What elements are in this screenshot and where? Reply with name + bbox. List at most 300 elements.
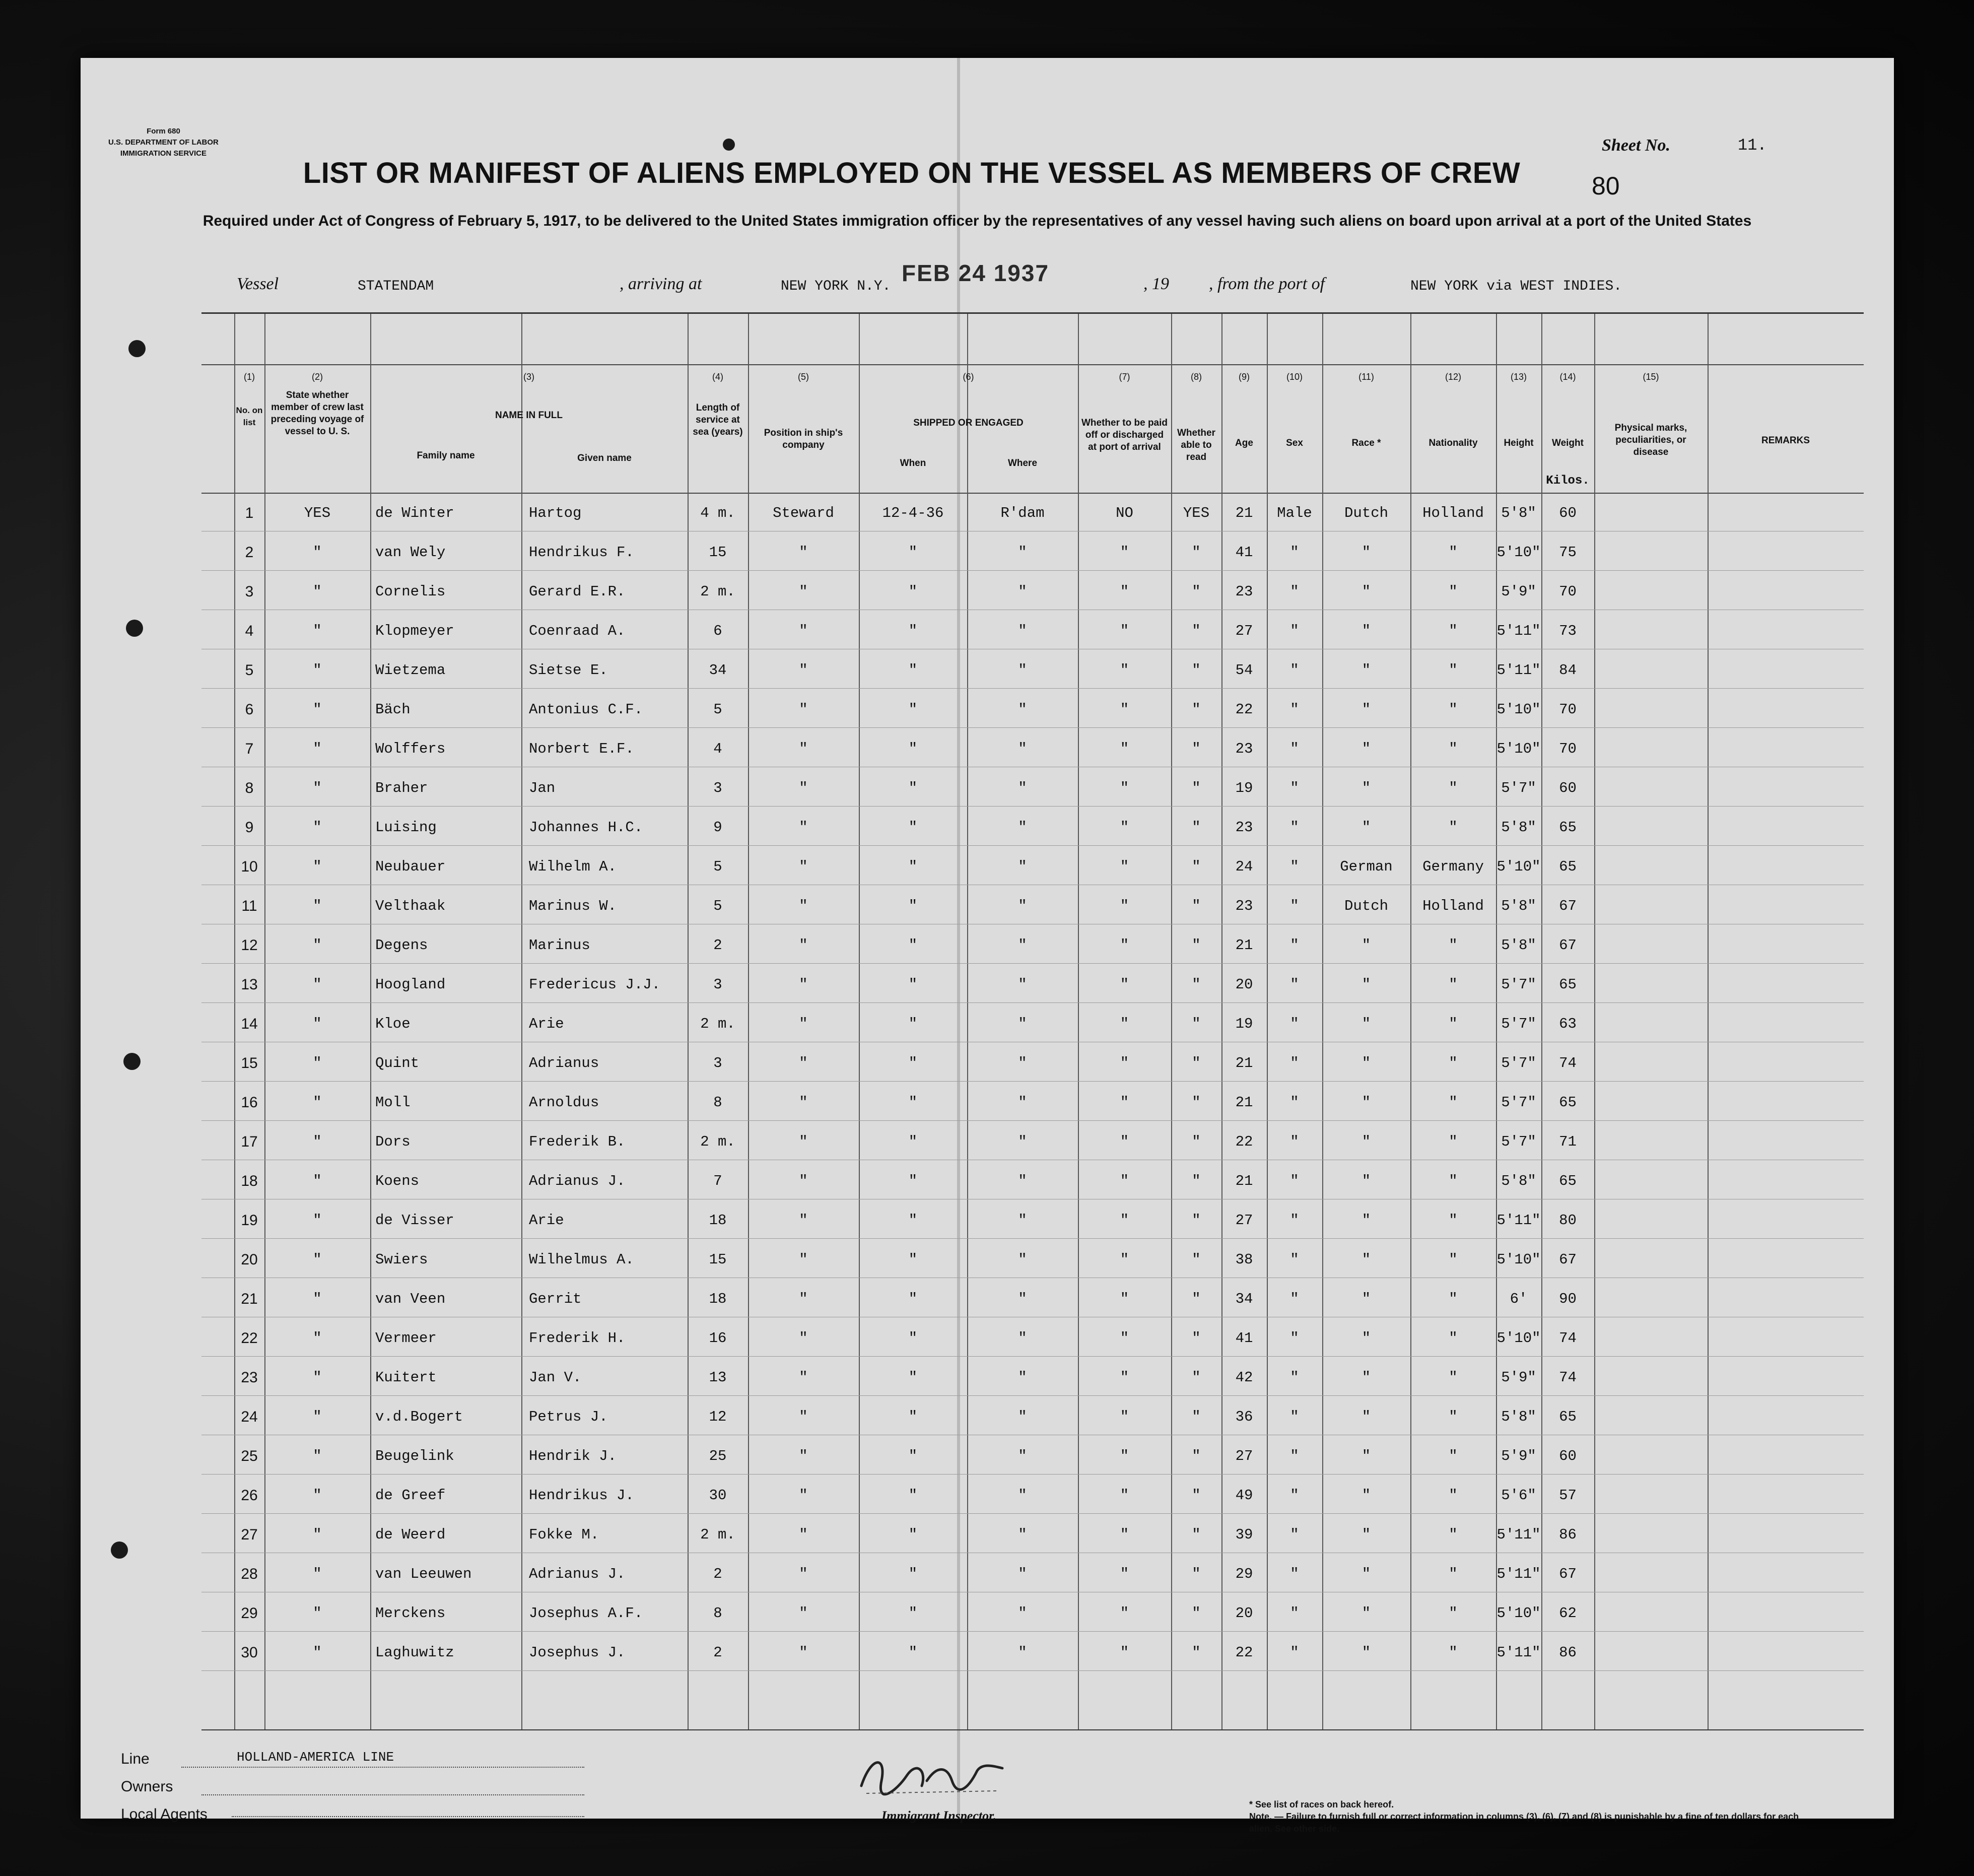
previous-voyage-cell: " [313,1448,322,1464]
able-to-read-cell: " [1192,937,1201,954]
punch-hole-icon [123,1053,141,1070]
weight-cell: 90 [1559,1291,1577,1307]
nationality-cell: " [1449,662,1458,679]
height-cell: 5'9" [1501,1369,1536,1386]
nationality-cell: " [1449,819,1458,836]
race-cell: " [1362,1369,1371,1386]
shipped-where-cell: " [1018,701,1027,718]
sex-cell: " [1290,1409,1299,1425]
given-name-cell: Frederik B. [529,1133,626,1150]
nationality-cell: " [1449,701,1458,718]
race-cell: Dutch [1344,898,1388,914]
row-number: 1 [245,505,254,521]
race-cell: " [1362,1173,1371,1189]
nationality-cell: Holland [1422,898,1484,914]
able-to-read-cell: " [1192,858,1201,875]
shipped-where-cell: " [1018,780,1027,796]
height-cell: 5'7" [1501,976,1536,993]
paid-off-cell: " [1120,1016,1129,1032]
table-row [201,1437,1864,1476]
given-name-cell: Jan V. [529,1369,582,1386]
age-cell: 23 [1235,583,1253,600]
race-cell: " [1362,1487,1371,1504]
weight-cell: 65 [1559,1409,1577,1425]
service-length-cell: 5 [713,701,722,718]
given-name-cell: Frederik H. [529,1330,626,1347]
shipped-where-cell: " [1018,1212,1027,1229]
shipped-when-cell: " [908,1133,918,1150]
weight-cell: 75 [1559,544,1577,561]
service-length-cell: 5 [713,858,722,875]
race-cell: " [1362,976,1371,993]
col-11-number: (11) [1358,372,1374,382]
col-header-family-name: Family name [417,450,475,461]
shipped-where-cell: " [1018,623,1027,639]
row-rule [201,1631,1864,1632]
table-row [201,926,1864,965]
previous-voyage-cell: " [313,1055,322,1071]
nationality-cell: " [1449,1369,1458,1386]
sex-cell: " [1290,1055,1299,1071]
family-name-cell: Kuitert [375,1369,437,1386]
race-cell: German [1340,858,1393,875]
shipped-when-cell: " [908,1055,918,1071]
able-to-read-cell: " [1192,1448,1201,1464]
sex-cell: " [1290,780,1299,796]
previous-voyage-cell: " [313,623,322,639]
previous-voyage-cell: " [313,1016,322,1032]
height-cell: 5'10" [1496,544,1541,561]
row-number: 15 [241,1055,258,1071]
date-stamp: FEB 24 1937 [902,260,1050,286]
height-cell: 5'11" [1496,662,1541,679]
row-rule [201,963,1864,964]
row-rule [201,1513,1864,1514]
shipped-where-cell: R'dam [1000,505,1045,521]
given-name-cell: Arie [529,1016,564,1032]
given-name-cell: Hendrikus F. [529,544,634,561]
family-name-cell: van Leeuwen [375,1566,472,1582]
paid-off-cell: NO [1116,505,1133,521]
col-4-number: (4) [712,372,723,382]
height-cell: 5'8" [1501,505,1536,521]
col-header-length-of-service: Length of service at sea (years) [693,403,743,437]
col-header-shipped-or-engaged: SHIPPED OR ENGAGED [913,418,1024,428]
paid-off-cell: " [1120,937,1129,954]
position-cell: " [799,1016,808,1032]
from-label: , from the port of [1209,275,1325,293]
owners-label: Owners [121,1778,173,1795]
previous-voyage-cell: " [313,1212,322,1229]
row-number: 21 [241,1291,258,1307]
position-cell: " [799,1330,808,1347]
race-cell: " [1362,937,1371,954]
row-number: 17 [241,1133,258,1150]
table-row [201,1515,1864,1555]
service-length-cell: 30 [709,1487,727,1504]
age-cell: 20 [1235,976,1253,993]
paid-off-cell: " [1120,1094,1129,1111]
weight-cell: 65 [1559,1173,1577,1189]
col-header-nationality: Nationality [1428,438,1478,448]
header-divider [201,364,1864,365]
weight-cell: 65 [1559,976,1577,993]
position-cell: " [799,662,808,679]
given-name-cell: Wilhelm A. [529,858,617,875]
weight-cell: 84 [1559,662,1577,679]
row-rule [201,570,1864,571]
position-cell: " [799,898,808,914]
weight-cell: 80 [1559,1212,1577,1229]
row-rule [201,727,1864,728]
height-cell: 5'7" [1501,1133,1536,1150]
service-length-cell: 3 [713,1055,722,1071]
position-cell: " [799,1644,808,1661]
service-name: IMMIGRATION SERVICE [120,149,207,158]
weight-cell: 67 [1559,1566,1577,1582]
age-cell: 23 [1235,898,1253,914]
able-to-read-cell: " [1192,1133,1201,1150]
table-row [201,1201,1864,1240]
footnotes [1249,1798,1803,1835]
able-to-read-cell: " [1192,1251,1201,1268]
given-name-cell: Jan [529,780,556,796]
position-cell: " [799,937,808,954]
able-to-read-cell: " [1192,701,1201,718]
able-to-read-cell: " [1192,976,1201,993]
paid-off-cell: " [1120,1448,1129,1464]
age-cell: 39 [1235,1526,1253,1543]
given-name-cell: Coenraad A. [529,623,626,639]
nationality-cell: " [1449,1133,1458,1150]
owners-rule [201,1794,584,1795]
row-number: 2 [245,544,254,561]
service-length-cell: 8 [713,1605,722,1622]
nationality-cell: " [1449,741,1458,757]
row-rule [201,1238,1864,1239]
height-cell: 5'9" [1501,1448,1536,1464]
col-7-number: (7) [1119,372,1130,382]
able-to-read-cell: " [1192,1605,1201,1622]
col-14-number: (14) [1559,372,1576,382]
sex-cell: " [1290,701,1299,718]
family-name-cell: Swiers [375,1251,428,1268]
race-cell: " [1362,1212,1371,1229]
given-name-cell: Johannes H.C. [529,819,643,836]
service-length-cell: 4 [713,741,722,757]
col-header-paid-off: Whether to be paid off or discharged at port of arrival [1081,418,1168,452]
previous-voyage-cell: " [313,1330,322,1347]
punch-hole-icon [723,139,735,151]
shipped-where-cell: " [1018,1133,1027,1150]
punch-hole-icon [128,340,146,357]
age-cell: 27 [1235,1448,1253,1464]
sex-cell: " [1290,1094,1299,1111]
shipped-when-cell: " [908,858,918,875]
table-row [201,1476,1864,1515]
shipped-when-cell: " [908,1291,918,1307]
row-number: 22 [241,1330,258,1347]
age-cell: 21 [1235,505,1253,521]
agents-rule [232,1816,584,1817]
paid-off-cell: " [1120,1330,1129,1347]
previous-voyage-cell: " [313,858,322,875]
weight-cell: 65 [1559,819,1577,836]
age-cell: 42 [1235,1369,1253,1386]
family-name-cell: Wietzema [375,662,446,679]
age-cell: 41 [1235,544,1253,561]
age-cell: 38 [1235,1251,1253,1268]
previous-voyage-cell: " [313,819,322,836]
family-name-cell: de Winter [375,505,454,521]
shipped-when-cell: " [908,1526,918,1543]
sex-cell: " [1290,937,1299,954]
height-cell: 5'11" [1496,1526,1541,1543]
previous-voyage-cell: " [313,544,322,561]
height-cell: 5'11" [1496,1644,1541,1661]
row-number: 24 [241,1409,258,1425]
races-footnote: * See list of races on back hereof. [1249,1799,1394,1810]
race-cell: " [1362,1330,1371,1347]
age-cell: 19 [1235,1016,1253,1032]
position-cell: " [799,780,808,796]
service-length-cell: 2 m. [700,1526,735,1543]
given-name-cell: Adrianus [529,1055,599,1071]
able-to-read-cell: " [1192,1094,1201,1111]
family-name-cell: Bäch [375,701,411,718]
shipped-when-cell: " [908,1094,918,1111]
weight-cell: 62 [1559,1605,1577,1622]
col-9-number: (9) [1239,372,1250,382]
given-name-cell: Marinus [529,937,590,954]
shipped-where-cell: " [1018,1016,1027,1032]
paid-off-cell: " [1120,1369,1129,1386]
family-name-cell: Vermeer [375,1330,437,1347]
height-cell: 5'8" [1501,1173,1536,1189]
family-name-cell: Koens [375,1173,420,1189]
row-number: 6 [245,701,254,718]
paid-off-cell: " [1120,1173,1129,1189]
sheet-label: Sheet No. [1602,136,1670,155]
sex-cell: " [1290,623,1299,639]
manifest-sheet [81,58,1894,1834]
row-rule [201,688,1864,689]
table-row [201,651,1864,690]
nationality-cell: " [1449,937,1458,954]
service-length-cell: 3 [713,780,722,796]
row-rule [201,1474,1864,1475]
able-to-read-cell: " [1192,1173,1201,1189]
row-number: 19 [241,1212,258,1229]
row-number: 20 [241,1251,258,1268]
service-length-cell: 15 [709,1251,727,1268]
race-cell: Dutch [1344,505,1388,521]
service-length-cell: 12 [709,1409,727,1425]
sex-cell: " [1290,662,1299,679]
able-to-read-cell: " [1192,1644,1201,1661]
previous-voyage-cell: " [313,1094,322,1111]
shipped-where-cell: " [1018,1369,1027,1386]
previous-voyage-cell: " [313,1605,322,1622]
age-cell: 29 [1235,1566,1253,1582]
age-cell: 49 [1235,1487,1253,1504]
table-row [201,1122,1864,1162]
service-length-cell: 18 [709,1212,727,1229]
table-row [201,1044,1864,1083]
shipped-when-cell: " [908,544,918,561]
able-to-read-cell: " [1192,898,1201,914]
position-cell: " [799,1133,808,1150]
row-number: 18 [241,1173,258,1189]
col-header-race: Race * [1351,438,1381,448]
height-cell: 5'8" [1501,1409,1536,1425]
row-rule [201,845,1864,846]
race-cell: " [1362,1644,1371,1661]
family-name-cell: de Weerd [375,1526,446,1543]
row-number: 14 [241,1016,258,1032]
given-name-cell: Adrianus J. [529,1566,626,1582]
age-cell: 41 [1235,1330,1253,1347]
height-cell: 5'10" [1496,701,1541,718]
col-12-number: (12) [1445,372,1461,382]
shipped-where-cell: " [1018,662,1027,679]
previous-voyage-cell: " [313,937,322,954]
nationality-cell: " [1449,1409,1458,1425]
family-name-cell: Merckens [375,1605,446,1622]
shipped-when-cell: " [908,1409,918,1425]
position-cell: " [799,1369,808,1386]
weight-cell: 60 [1559,780,1577,796]
sex-cell: " [1290,1566,1299,1582]
service-length-cell: 4 m. [700,505,735,521]
shipped-where-cell: " [1018,1526,1027,1543]
shipped-where-cell: " [1018,937,1027,954]
paid-off-cell: " [1120,819,1129,836]
weight-cell: 86 [1559,1644,1577,1661]
able-to-read-cell: " [1192,1487,1201,1504]
punch-hole-icon [126,620,143,637]
shipped-where-cell: " [1018,1330,1027,1347]
row-number: 5 [245,662,254,679]
shipped-where-cell: " [1018,1291,1027,1307]
able-to-read-cell: " [1192,1291,1201,1307]
sex-cell: " [1290,1487,1299,1504]
family-name-cell: van Veen [375,1291,446,1307]
service-length-cell: 2 m. [700,1016,735,1032]
col-header-age: Age [1235,438,1253,448]
col-header-physical-marks: Physical marks, peculiarities, or disease [1614,423,1687,457]
shipped-when-cell: " [908,1448,918,1464]
paid-off-cell: " [1120,623,1129,639]
service-length-cell: 15 [709,544,727,561]
family-name-cell: Dors [375,1133,411,1150]
weight-cell: 65 [1559,858,1577,875]
shipped-where-cell: " [1018,1566,1027,1582]
paid-off-cell: " [1120,1055,1129,1071]
family-name-cell: Cornelis [375,583,446,600]
able-to-read-cell: " [1192,544,1201,561]
document-title: LIST OR MANIFEST OF ALIENS EMPLOYED ON THE VESSEL AS MEMBERS OF CREW [303,157,1521,189]
race-cell: " [1362,1291,1371,1307]
shipped-where-cell: " [1018,819,1027,836]
given-name-cell: Hendrik J. [529,1448,617,1464]
service-length-cell: 8 [713,1094,722,1111]
col-5-number: (5) [798,372,809,382]
col-8-number: (8) [1191,372,1202,382]
family-name-cell: van Wely [375,544,446,561]
given-name-cell: Antonius C.F. [529,701,643,718]
given-name-cell: Gerrit [529,1291,582,1307]
shipped-where-cell: " [1018,741,1027,757]
nationality-cell: " [1449,623,1458,639]
height-cell: 5'8" [1501,819,1536,836]
shipped-when-cell: " [908,662,918,679]
weight-cell: 67 [1559,937,1577,954]
height-cell: 5'11" [1496,1566,1541,1582]
nationality-cell: " [1449,1291,1458,1307]
previous-voyage-cell: " [313,976,322,993]
shipped-when-cell: " [908,1566,918,1582]
row-number: 26 [241,1487,258,1504]
age-cell: 27 [1235,1212,1253,1229]
nationality-cell: Holland [1422,505,1484,521]
service-length-cell: 7 [713,1173,722,1189]
sex-cell: " [1290,1644,1299,1661]
able-to-read-cell: " [1192,1526,1201,1543]
department-name: U.S. DEPARTMENT OF LABOR [108,138,219,147]
col-header-sex: Sex [1286,438,1303,448]
line-value: HOLLAND-AMERICA LINE [237,1750,394,1765]
service-length-cell: 13 [709,1369,727,1386]
race-cell: " [1362,583,1371,600]
previous-voyage-cell: " [313,1291,322,1307]
position-cell: " [799,1173,808,1189]
row-number: 4 [245,623,254,639]
able-to-read-cell: " [1192,1330,1201,1347]
service-length-cell: 25 [709,1448,727,1464]
shipped-when-cell: " [908,780,918,796]
service-length-cell: 16 [709,1330,727,1347]
age-cell: 23 [1235,819,1253,836]
weight-cell: 57 [1559,1487,1577,1504]
able-to-read-cell: YES [1183,505,1210,521]
nationality-cell: " [1449,1055,1458,1071]
paid-off-cell: " [1120,544,1129,561]
paid-off-cell: " [1120,583,1129,600]
position-cell: " [799,1566,808,1582]
previous-voyage-cell: " [313,1409,322,1425]
height-cell: 5'8" [1501,937,1536,954]
row-number: 23 [241,1369,258,1386]
weight-cell: 60 [1559,505,1577,521]
age-cell: 34 [1235,1291,1253,1307]
shipped-when-cell: " [908,583,918,600]
shipped-when-cell: " [908,937,918,954]
col-header-given-name: Given name [577,453,632,463]
table-row [201,1594,1864,1633]
given-name-cell: Marinus W. [529,898,617,914]
previous-voyage-cell: " [313,701,322,718]
col-header-position: Position in ship's company [764,428,843,450]
race-cell: " [1362,1448,1371,1464]
col-10-number: (10) [1286,372,1303,382]
line-rule [181,1767,584,1768]
weight-cell: 67 [1559,1251,1577,1268]
sex-cell: " [1290,819,1299,836]
given-name-cell: Fredericus J.J. [529,976,661,993]
given-name-cell: Petrus J. [529,1409,608,1425]
age-cell: 21 [1235,1055,1253,1071]
